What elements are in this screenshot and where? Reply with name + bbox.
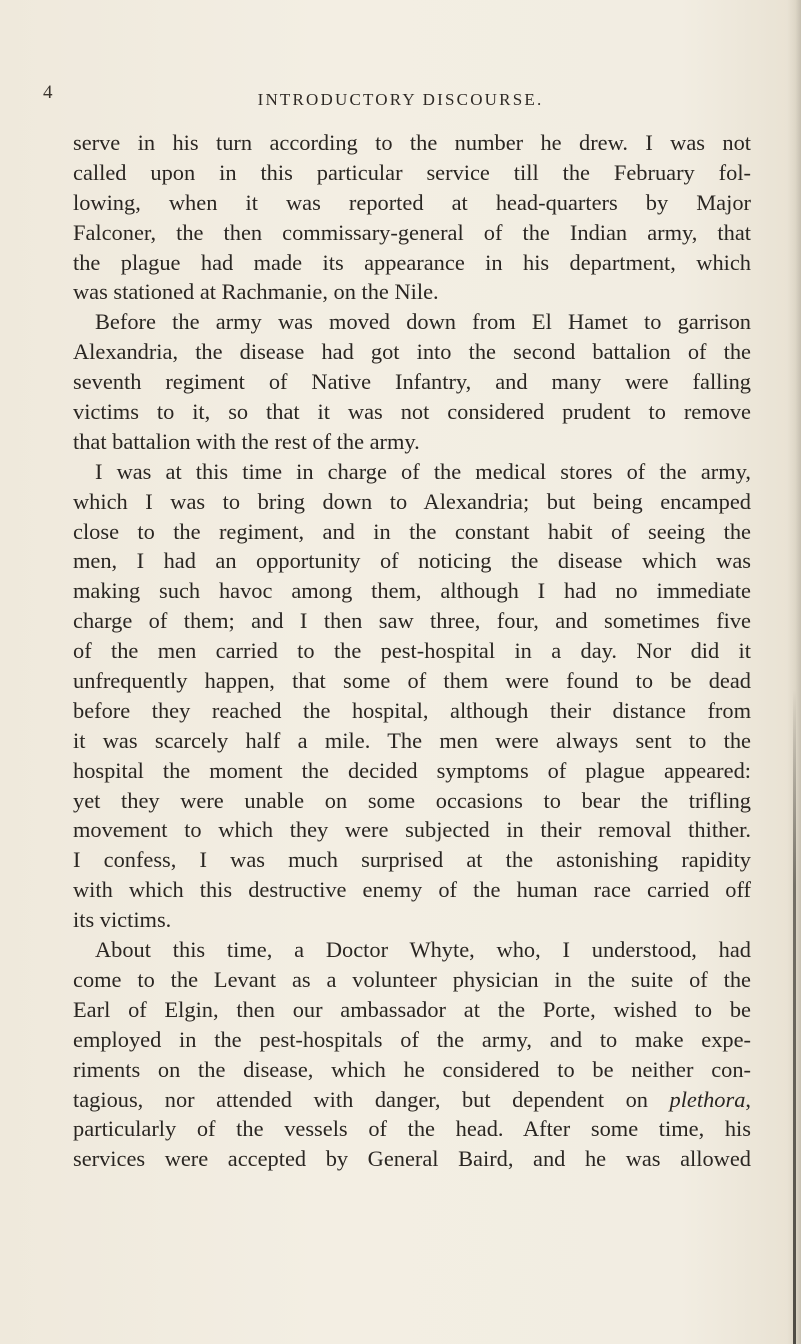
- text-line: employed in the pest-hospitals of the army, and to make expe-: [73, 1026, 751, 1052]
- text-line: particularly of the vessels of the head. After some time, his: [73, 1116, 751, 1142]
- text-line: men, I had an opportunity of noticing the disease which was: [73, 548, 751, 574]
- text-line: that battalion with the rest of the army.: [73, 428, 420, 454]
- text-line: which I was to bring down to Alexandria; but being encamped: [73, 488, 751, 514]
- page-number: 4: [43, 82, 53, 103]
- text-line: its victims.: [73, 907, 172, 933]
- body-text: [73, 128, 751, 1174]
- text-line: of the men carried to the pest-hospital in a day. Nor did it: [73, 638, 751, 664]
- text-line: unfrequently happen, that some of them were found to be dead: [73, 668, 751, 694]
- text-line: before they reached the hospital, although their distance from: [73, 697, 751, 723]
- text-line: hospital the moment the decided symptoms of plague appeared:: [73, 757, 751, 783]
- running-head: INTRODUCTORY DISCOURSE.: [257, 90, 544, 109]
- text-line: riments on the disease, which he considered to be neither con-: [73, 1056, 751, 1082]
- text-line: I was at this time in charge of the medical stores of the army,: [95, 458, 751, 484]
- text-line: called upon in this particular service till the February fol-: [73, 159, 751, 185]
- text-line: seventh regiment of Native Infantry, and many were falling: [73, 369, 751, 395]
- text-line: I confess, I was much surprised at the astonishing rapidity: [73, 847, 751, 873]
- text-line: movement to which they were subjected in their removal thither.: [73, 817, 751, 843]
- text-line: Falconer, the then commissary-general of the Indian army, that: [73, 219, 751, 245]
- text-line: come to the Levant as a volunteer physician in the suite of the: [73, 966, 751, 992]
- text-line: Alexandria, the disease had got into the second battalion of the: [73, 339, 751, 365]
- text-line: Earl of Elgin, then our ambassador at the Porte, wished to be: [73, 996, 751, 1022]
- text-line: was stationed at Rachmanie, on the Nile.: [73, 279, 439, 305]
- text-line: yet they were unable on some occasions to bear the trifling: [73, 787, 751, 813]
- text-line: lowing, when it was reported at head-quarters by Major: [73, 189, 751, 215]
- text-line: making such havoc among them, although I had no immediate: [73, 578, 751, 604]
- text-line: About this time, a Doctor Whyte, who, I understood, had: [95, 937, 751, 963]
- text-line: close to the regiment, and in the constant habit of seeing the: [73, 518, 751, 544]
- text-line: charge of them; and I then saw three, four, and sometimes five: [73, 608, 751, 634]
- page-edge-line: [793, 690, 796, 1344]
- text-line: tagious, nor attended with danger, but dependent on plethora,: [73, 1086, 751, 1112]
- text-line: it was scarcely half a mile. The men were always sent to the: [73, 727, 751, 753]
- text-line: Before the army was moved down from El Hamet to garrison: [95, 309, 751, 335]
- text-line: serve in his turn according to the number he drew. I was not: [73, 130, 751, 155]
- text-line: the plague had made its appearance in his department, which: [73, 249, 751, 275]
- text-line: with which this destructive enemy of the human race carried off: [73, 877, 751, 903]
- text-line: victims to it, so that it was not considered prudent to remove: [73, 399, 751, 425]
- text-line: services were accepted by General Baird, and he was allowed: [73, 1146, 751, 1172]
